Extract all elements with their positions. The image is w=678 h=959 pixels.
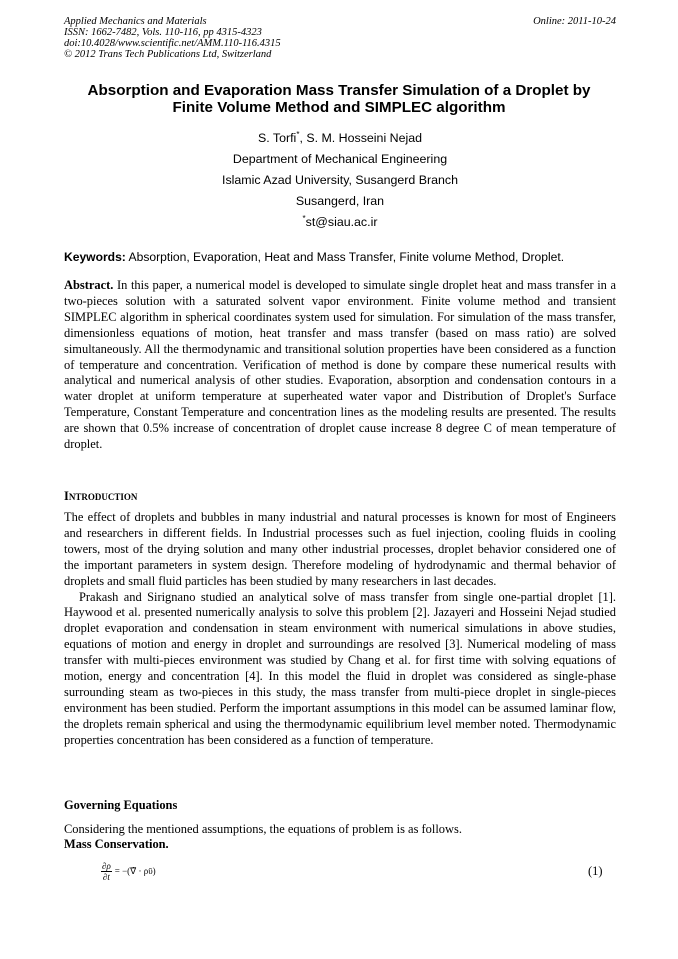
copyright-line: © 2012 Trans Tech Publications Ltd, Switzerland	[64, 49, 272, 60]
journal-header	[64, 16, 616, 60]
eq-fraction	[101, 861, 112, 882]
journal-name: Applied Mechanics and Materials	[64, 16, 207, 27]
issn-line: ISSN: 1662-7482, Vols. 110-116, pp 4315-4323	[64, 27, 262, 38]
abstract	[64, 278, 616, 453]
intro-paragraph-2-text: Prakash and Sirignano studied an analytical solve of mass transfer from single one-partial droplet [1]. Haywood et al. presented numerically analysis to solve this problem [2]. Jazayeri and Hosseini Nejad studied droplet evaporation and condensation in steam environment with numerical simulations in above studies, equations of motion and energy in droplet and surroundings are resolved [3]. Numerical modeling of mass transfer with multi-pieces environment was studied by Chang et al. for first time with solving equations of motion, energy and concentration [4]. In this model the fluid in droplet was considered as single-phase surrounding steam as two-pieces in this study, the mass transfer from multi-piece droplet in single-pieces environment has been studied. Perform the important assumptions in this model can be assumed laminar flow, the droplets remain spherical and using the thermodynamic equilibrium level member noted. Thermodynamic properties concentration has been considered as a function of temperature.	[64, 589, 616, 747]
keywords	[64, 249, 624, 265]
introduction-body	[64, 510, 616, 749]
abstract-text: In this paper, a numerical model is developed to simulate single droplet heat and mass transfer in a two-pieces solution with a saturated solvent vapor environment. Finite volume method and transient SIMPLEC algorithm in spherical coordinates system used for simulation. For simulation of the mass transfer, dimensionless equations of motion, heat transfer and mass transfer (based on mass ratio) are solved simultaneously. All the thermodynamic and transitional solution properties have been considered as a function of temperature and concentration. Verification of method is done by compare these numerical results with analytical and numerical analysis of other studies. Evaporation, absorption and condensation contours in a water droplet at uniform temperature at superheated water vapor and Distribution of Droplet's Surface Temperature, Constant Temperature and concentration lines as the modeling results are presented. The results are shown that 0.5% increase of concentration of droplet cause increase 8 degree C of mean temperature of droplet.	[64, 278, 616, 452]
author-2: , S. M. Hosseini Nejad	[299, 131, 423, 145]
title-line-1: Absorption and Evaporation Mass Transfer Simulation of a Droplet by	[87, 82, 591, 99]
university: Islamic Azad University, Susangerd Branch	[222, 173, 458, 187]
eq-rhs: = −(∇̃ · ρῡ)	[114, 866, 156, 876]
city: Susangerd, Iran	[295, 194, 385, 208]
email-mark: *	[302, 214, 306, 223]
introduction-heading: Introduction	[64, 489, 138, 503]
abstract-label: Abstract.	[64, 278, 114, 292]
email-line	[64, 212, 616, 233]
author-1: S. Torfi	[257, 131, 297, 145]
governing-equations-heading: Governing Equations	[64, 798, 178, 812]
eq-denominator: ∂t	[102, 872, 110, 882]
corresponding-mark: *	[296, 130, 300, 139]
author-block	[64, 128, 616, 233]
department: Department of Mechanical Engineering	[232, 152, 448, 166]
intro-paragraph-2	[64, 590, 616, 749]
author-names	[64, 128, 616, 149]
email-link[interactable]: st@siau.ac.ir	[305, 215, 378, 229]
doi-line: doi:10.4028/www.scientific.net/AMM.110-116.4315	[64, 38, 281, 49]
online-date: Online: 2011-10-24	[533, 16, 616, 27]
mass-conservation-heading: Mass Conservation.	[64, 837, 169, 851]
equation-1	[101, 861, 156, 882]
governing-intro-text: Considering the mentioned assumptions, the equations of problem is as follows.	[64, 822, 462, 836]
title-line-2: Finite Volume Method and SIMPLEC algorithm	[172, 99, 506, 116]
paper-title	[60, 82, 618, 116]
eq-numerator: ∂ρ	[102, 861, 111, 871]
keywords-text: Absorption, Evaporation, Heat and Mass Transfer, Finite volume Method, Droplet.	[125, 250, 565, 264]
keywords-label: Keywords:	[64, 250, 126, 264]
intro-paragraph-1: The effect of droplets and bubbles in many industrial and natural processes is known for most of Engineers and researchers in different fields. In Industrial processes such as fuel injection, cooling fluids in cooling towers, most of the drying solution and many other industrial processes, droplet behavior considered one of the important parameters in system design. Therefore modeling of hydrodynamic and thermal behavior of droplets and small fluid particles has been studied by many researchers in last decades.	[64, 510, 616, 588]
equation-number: (1)	[588, 864, 603, 878]
